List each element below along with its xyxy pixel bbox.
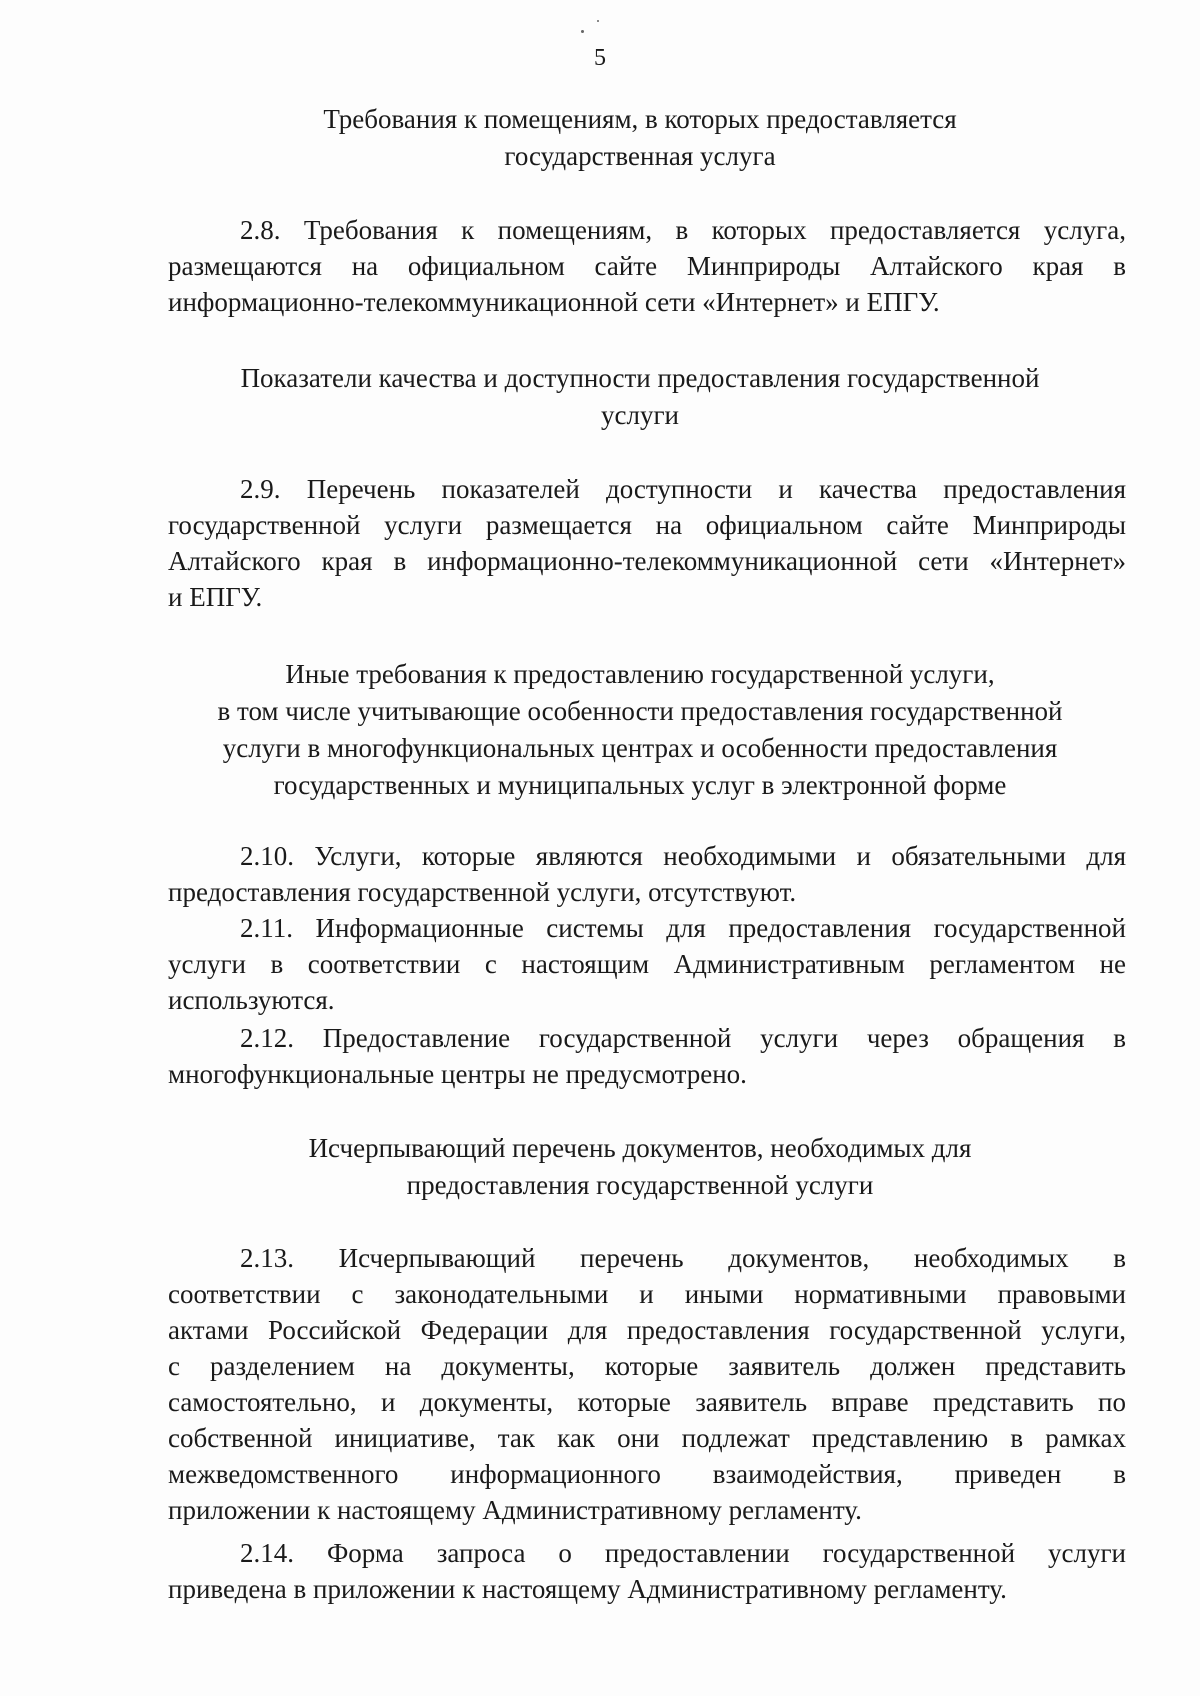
scan-speck <box>597 20 599 22</box>
scan-speck <box>581 30 584 33</box>
paragraph-2-11: 2.11. Информационные системы для предоставления государственной услуги в соответствии с настоящим Административным регламентом не используются. <box>168 913 1126 1015</box>
paragraph-2-9: 2.9. Перечень показателей доступности и качества предоставления государственной услуги размещается на официальном сайте Минприроды Алтайского края в информационно-телекоммуникационной сети «Интернет» и ЕПГУ. <box>168 474 1126 612</box>
paragraph-2-13: 2.13. Исчерпывающий перечень документов, необходимых в соответствии с законодательными и иными нормативными правовыми актами Российской Федерации для предоставления государственной услуги, с разделением на документы, которые заявитель должен представить самостоятельно, и документы, которые заявитель вправе представить по собственной инициативе, так как они подлежат представлению в рамках межведомственного информационного взаимодействия, приведен в приложении к настоящему Административному регламенту. <box>168 1243 1126 1525</box>
section-heading: Иные требования к предоставлению государственной услуги, в том числе учитывающие особенности предоставления государственной услуги в многофункциональных центрах и особенности предоставления государственных и муниципальных услуг в электронной форме <box>217 659 1063 800</box>
paragraph-2-14: 2.14. Форма запроса о предоставлении государственной услуги приведена в приложении к настоящему Административному регламенту. <box>168 1538 1126 1604</box>
paragraph-2-10: 2.10. Услуги, которые являются необходимыми и обязательными для предоставления государственной услуги, отсутствуют. <box>168 841 1126 907</box>
page-number: 5 <box>594 45 606 71</box>
paragraph-2-8: 2.8. Требования к помещениям, в которых предоставляется услуга, размещаются на официальном сайте Минприроды Алтайского края в информационно-телекоммуникационной сети «Интернет» и ЕПГУ. <box>168 215 1126 317</box>
section-heading: Требования к помещениям, в которых предоставляется государственная услуга <box>323 104 957 171</box>
section-heading: Показатели качества и доступности предоставления государственной услуги <box>240 363 1040 430</box>
section-heading: Исчерпывающий перечень документов, необходимых для предоставления государственной услуги <box>308 1133 972 1200</box>
paragraph-2-12: 2.12. Предоставление государственной услуги через обращения в многофункциональные центры не предусмотрено. <box>168 1023 1126 1089</box>
